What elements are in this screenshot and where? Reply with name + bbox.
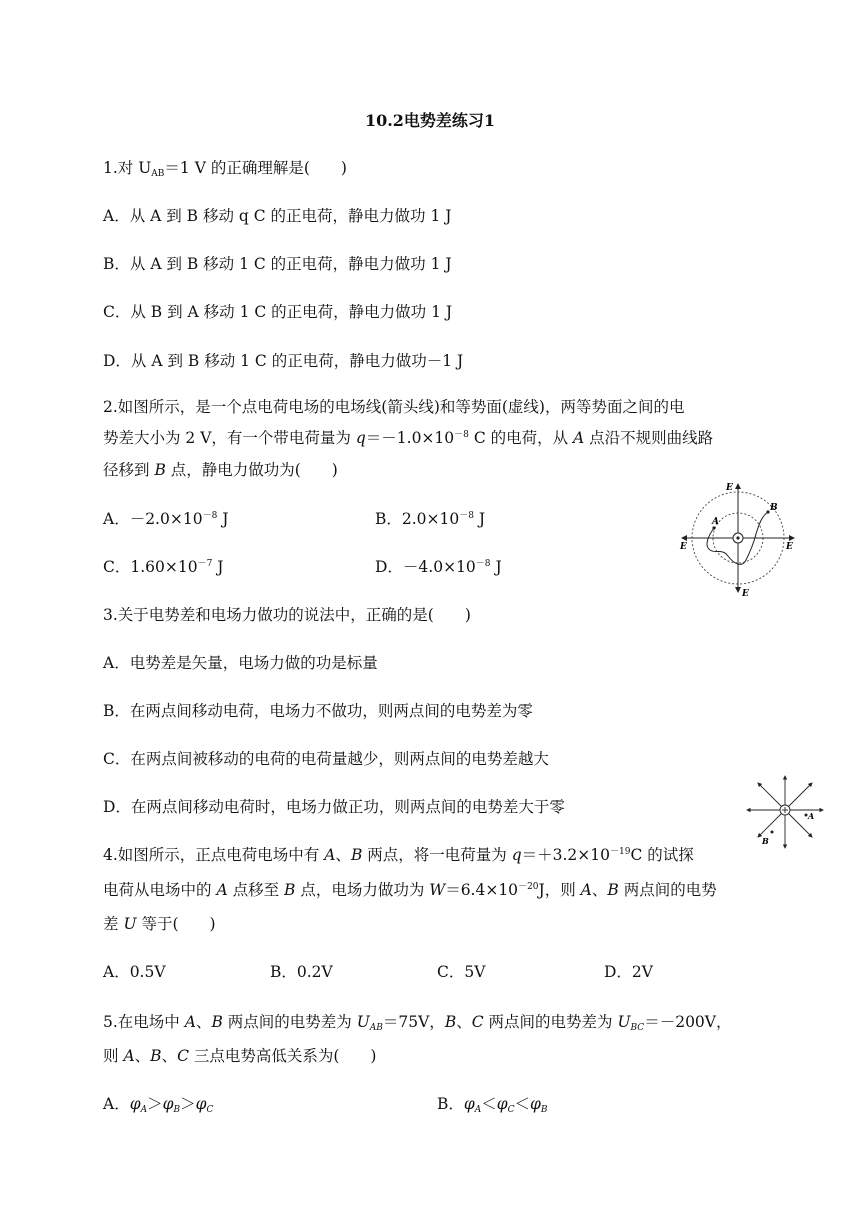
q1-option-c: C．从 B 到 A 移动 1 C 的正电荷，静电力做功 1 J <box>103 303 453 321</box>
q2-stem-line2: 势差大小为 2 V，有一个带电荷量为 $q=-1.0\times 10^{-8}$ C 的电荷，从 A 点沿不规则曲线路 <box>103 429 714 447</box>
q4-option-b: B．0.2V <box>270 963 333 981</box>
q2-fig-label-b: B <box>770 503 778 513</box>
q2-field-figure <box>676 476 800 600</box>
q5-option-b: B．$\varphi_A<\varphi_C<\varphi_B$ <box>437 1095 548 1115</box>
q2-option-c: C．$1.60\times 10^{-7}$ J <box>103 558 224 576</box>
q1-stem: 1.对 $U_{AB}=1$ V 的正确理解是( ) <box>103 159 347 179</box>
q2-option-b: B．$2.0\times 10^{-8}$ J <box>375 510 486 528</box>
q3-option-a: A．电势差是矢量，电场力做的功是标量 <box>103 654 378 672</box>
q2-fig-label-e-bottom: E <box>742 589 749 599</box>
q3-option-b: B．在两点间移动电荷，电场力不做功，则两点间的电势差为零 <box>103 702 533 720</box>
q3-option-c: C．在两点间被移动的电荷的电荷量越少，则两点间的电势差越大 <box>103 750 549 768</box>
q2-fig-label-e-top: E <box>726 483 733 493</box>
q4-stem-line2: 电荷从电场中的 A 点移至 B 点，电场力做功为 $W=6.4\times 10^{-20}J$，则 A、B 两点间的电势 <box>103 881 717 899</box>
q4-field-figure <box>744 772 826 854</box>
q2-fig-label-e-right: E <box>786 542 793 552</box>
q5-stem-line1: 5.在电场中 A、B 两点间的电势差为 $U_{AB}=75V$，B、C 两点间的电势差为 $U_{BC}=-200V$， <box>103 1013 732 1033</box>
q3-option-d: D．在两点间移动电荷时，电场力做正功，则两点间的电势差大于零 <box>103 798 565 816</box>
q4-option-c: C．5V <box>437 963 486 981</box>
q4-fig-label-a: A <box>808 811 815 821</box>
q1-option-d: D．从 A 到 B 移动 1 C 的正电荷，静电力做功－1 J <box>103 352 464 370</box>
q2-option-a: A．$-2.0\times 10^{-8}$ J <box>103 510 229 528</box>
q5-option-a: A．$\varphi_A>\varphi_B>\varphi_C$ <box>103 1095 214 1115</box>
q2-stem-line3: 径移到 B 点，静电力做功为( ) <box>103 461 338 479</box>
q4-option-d: D．2V <box>604 963 653 981</box>
q4-stem-line3: 差 U 等于( ) <box>103 915 216 933</box>
q2-fig-label-e-left: E <box>680 542 687 552</box>
q1-option-b: B．从 A 到 B 移动 1 C 的正电荷，静电力做功 1 J <box>103 255 452 273</box>
q2-option-d: D．$-4.0\times 10^{-8}$ J <box>375 558 502 576</box>
q4-option-a: A．0.5V <box>103 963 166 981</box>
q5-stem-line2: 则 A、B、C 三点电势高低关系为( ) <box>103 1047 377 1065</box>
q2-fig-label-a: A <box>712 517 719 527</box>
q4-stem-line1: 4.如图所示，正点电荷电场中有 A、B 两点，将一电荷量为 $q=+3.2\times 10^{-19}C$ 的试探 <box>103 846 694 864</box>
q2-stem-line1: 2.如图所示，是一个点电荷电场的电场线(箭头线)和等势面(虚线)，两等势面之间的电 <box>103 398 685 416</box>
q3-stem: 3.关于电势差和电场力做功的说法中，正确的是( ) <box>103 606 471 624</box>
q1-option-a: A．从 A 到 B 移动 q C 的正电荷，静电力做功 1 J <box>103 207 452 225</box>
page-title: 10.2电势差练习1 <box>364 111 496 130</box>
q4-fig-label-b: B <box>762 836 769 846</box>
